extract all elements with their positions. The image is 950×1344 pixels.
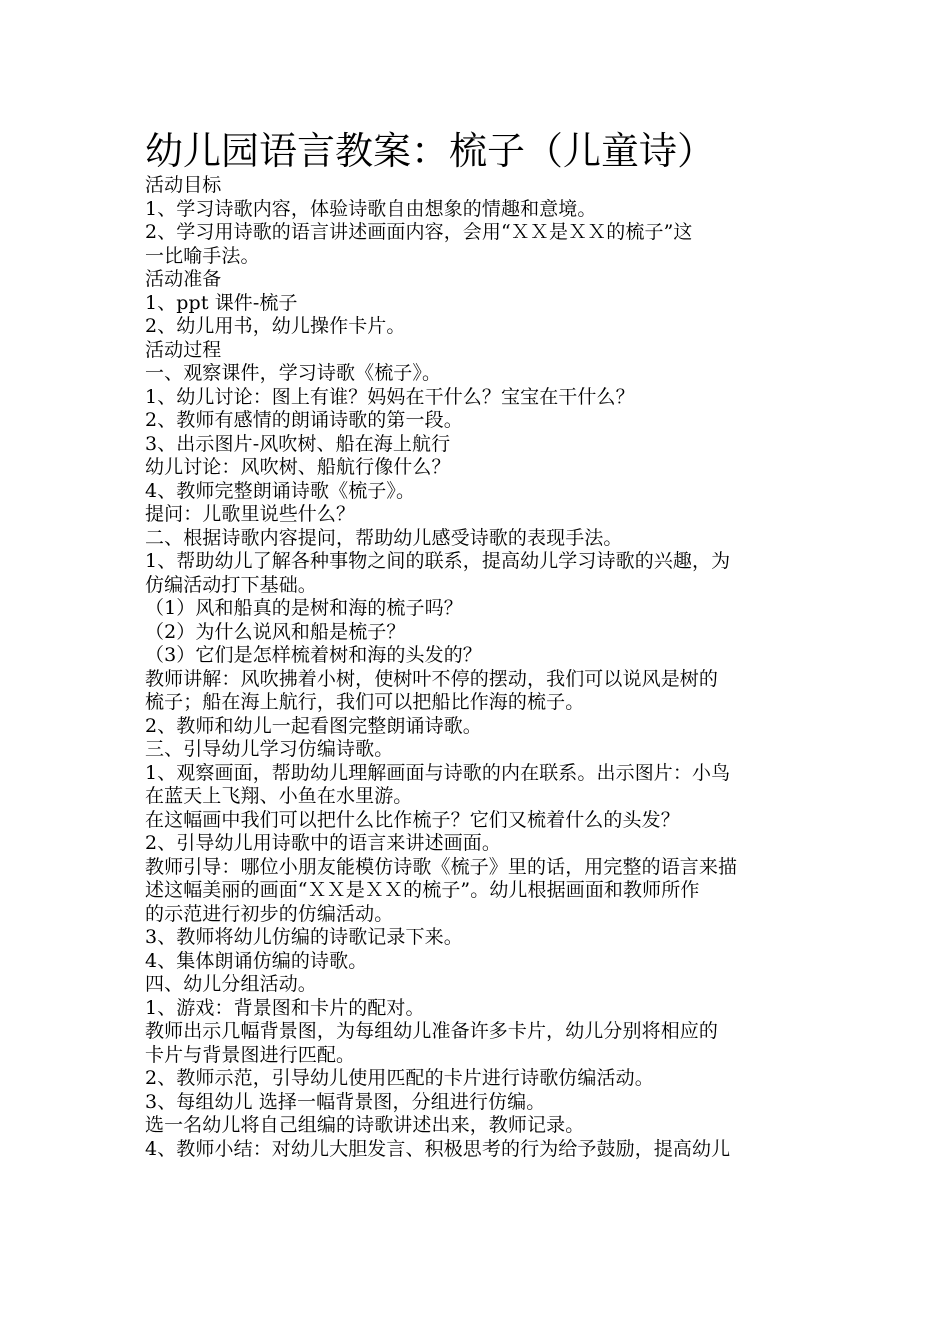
text-line: （2）为什么说风和船是梳子？ — [145, 620, 406, 643]
text-line: 3、出示图片-风吹树、船在海上航行 — [145, 432, 451, 455]
text-line: 卡片与背景图进行匹配。 — [145, 1043, 356, 1066]
text-line: 在这幅画中我们可以把什么比作梳子？它们又梳着什么的头发？ — [145, 808, 680, 831]
text-line: 教师讲解：风吹拂着小树，使树叶不停的摆动，我们可以说风是树的 — [145, 667, 719, 690]
text-line: 仿编活动打下基础。 — [145, 573, 317, 596]
text-line: （3）它们是怎样梳着树和海的头发的？ — [145, 644, 482, 666]
text-line: 1、幼儿讨论：图上有谁？妈妈在干什么？宝宝在干什么？ — [145, 385, 635, 408]
text-line: 4、教师小结：对幼儿大胆发言、积极思考的行为给予鼓励，提高幼儿 — [145, 1137, 731, 1160]
text-line: 四、幼儿分组活动。 — [145, 973, 317, 995]
text-line: 在蓝天上飞翔、小鱼在水里游。 — [145, 785, 413, 807]
text-line: 幼儿讨论：风吹树、船航行像什么？ — [145, 456, 451, 478]
text-line: 选一名幼儿将自己组编的诗歌讲述出来，教师记录。 — [145, 1114, 585, 1136]
text-line: 1、观察画面，帮助幼儿理解画面与诗歌的内在联系。出示图片：小鸟 — [145, 761, 731, 784]
text-line: 4、教师完整朗诵诗歌《梳子》。 — [145, 479, 416, 502]
text-line: 述这幅美丽的画面“ＸＸ是ＸＸ的梳子”。幼儿根据画面和教师所作 — [145, 879, 700, 901]
text-line: 活动过程 — [145, 338, 222, 361]
text-line: 2、引导幼儿用诗歌中的语言来讲述画面。 — [145, 832, 501, 854]
text-line: 2、学习用诗歌的语言讲述画面内容，会用“ＸＸ是ＸＸ的梳子”这 — [145, 221, 693, 243]
text-line: 2、幼儿用书，幼儿操作卡片。 — [145, 315, 406, 337]
text-line: 活动准备 — [145, 268, 222, 290]
text-line: 教师引导：哪位小朋友能模仿诗歌《梳子》里的话，用完整的语言来描 — [145, 855, 738, 878]
text-line: （1）风和船真的是树和海的梳子吗？ — [145, 597, 463, 619]
text-line: 一比喻手法。 — [145, 244, 260, 267]
text-line: 4、集体朗诵仿编的诗歌。 — [145, 949, 368, 972]
text-line: 3、教师将幼儿仿编的诗歌记录下来。 — [145, 926, 463, 948]
text-line: 1、帮助幼儿了解各种事物之间的联系，提高幼儿学习诗歌的兴趣，为 — [145, 550, 731, 572]
text-line: 活动目标 — [145, 174, 222, 196]
text-line: 1、学习诗歌内容，体验诗歌自由想象的情趣和意境。 — [145, 197, 597, 220]
document-page — [145, 128, 810, 1161]
text-line: 一、观察课件，学习诗歌《梳子》。 — [145, 362, 442, 384]
text-line: 2、教师示范，引导幼儿使用匹配的卡片进行诗歌仿编活动。 — [145, 1067, 654, 1089]
text-line: 梳子；船在海上航行，我们可以把船比作海的梳子。 — [145, 691, 585, 713]
document-title: 幼儿园语言教案：梳子（儿童诗） — [145, 129, 716, 173]
text-line: 2、教师和幼儿一起看图完整朗诵诗歌。 — [145, 714, 482, 737]
text-line: 三、引导幼儿学习仿编诗歌。 — [145, 738, 394, 760]
text-line: 教师出示几幅背景图，为每组幼儿准备许多卡片，幼儿分别将相应的 — [145, 1020, 719, 1042]
text-line: 1、ppt 课件-梳子 — [145, 291, 298, 314]
text-line: 二、根据诗歌内容提问，帮助幼儿感受诗歌的表现手法。 — [145, 526, 623, 549]
text-line: 1、游戏：背景图和卡片的配对。 — [145, 996, 425, 1019]
text-line: 3、每组幼儿 选择一幅背景图，分组进行仿编。 — [145, 1090, 546, 1113]
text-line: 提问：儿歌里说些什么？ — [145, 503, 356, 525]
text-line: 的示范进行初步的仿编活动。 — [145, 902, 394, 925]
document-body — [145, 174, 810, 1161]
text-line: 2、教师有感情的朗诵诗歌的第一段。 — [145, 409, 463, 431]
